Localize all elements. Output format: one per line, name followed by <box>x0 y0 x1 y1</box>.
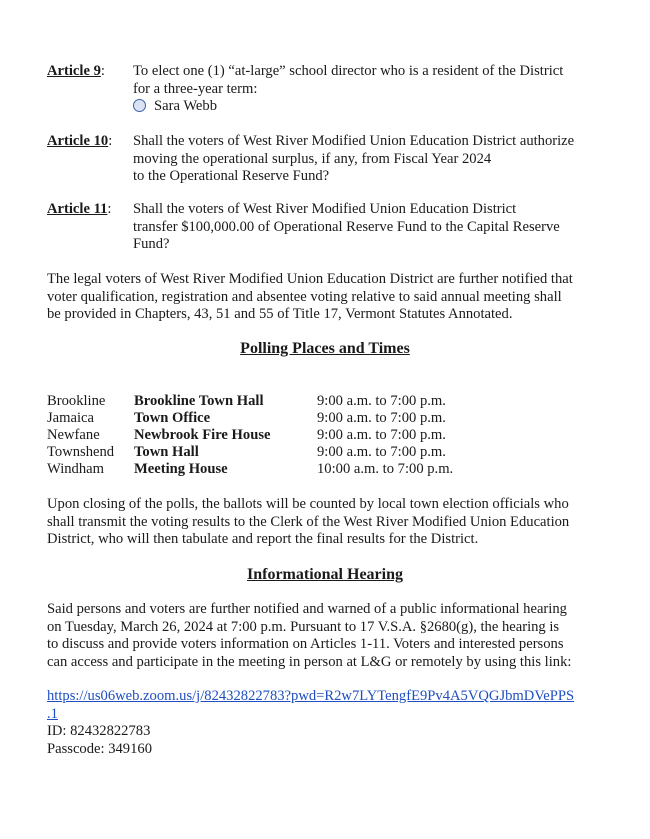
text-line: on Tuesday, March 26, 2024 at 7:00 p.m. Pursuant to 17 V.S.A. §2680(g), the hearing is <box>47 618 560 635</box>
closing-paragraph <box>47 496 569 549</box>
polling-heading: Polling Places and Times <box>240 340 410 357</box>
radio-button-icon[interactable] <box>133 99 146 112</box>
hearing-paragraph <box>47 601 571 671</box>
polling-town: Windham <box>47 461 104 477</box>
ballot-option[interactable] <box>133 98 563 116</box>
polling-place: Town Hall <box>134 444 199 460</box>
text-line: Fund? <box>133 236 170 252</box>
article-10-label: Article 10: <box>47 133 113 149</box>
text-line: to the Operational Reserve Fund? <box>133 168 330 184</box>
article-11-label: Article 11: <box>47 201 112 217</box>
text-line: Shall the voters of West River Modified Union Education District <box>133 201 517 217</box>
text-line: transfer $100,000.00 of Operational Reserve Fund to the Capital Reserve <box>133 218 560 235</box>
meeting-id: ID: 82432822783 <box>47 723 151 739</box>
notice-paragraph <box>47 271 573 324</box>
zoom-link[interactable] <box>47 688 574 723</box>
hearing-heading: Informational Hearing <box>247 566 403 583</box>
polling-town: Townshend <box>47 444 115 460</box>
polling-time: 10:00 a.m. to 7:00 p.m. <box>317 461 454 477</box>
zoom-link-line[interactable]: .1 <box>47 705 58 722</box>
text-line: Upon closing of the polls, the ballots will be counted by local town election officials who <box>47 496 569 512</box>
polling-place: Newbrook Fire House <box>134 427 271 443</box>
text-line: voter qualification, registration and absentee voting relative to said annual meeting shall <box>47 288 562 305</box>
zoom-link-line[interactable]: https://us06web.zoom.us/j/82432822783?pwd=R2w7LYTengfE9Pv4A5VQGJbmDVePPS <box>47 688 575 704</box>
polling-town: Newfane <box>47 427 100 443</box>
text-line: moving the operational surplus, if any, from Fiscal Year 2024 <box>133 150 492 167</box>
polling-place: Town Office <box>134 410 211 426</box>
article-9-text <box>133 63 563 116</box>
article-label-text: Article 10 <box>47 133 109 149</box>
article-label-text: Article 11 <box>47 201 108 217</box>
polling-time: 9:00 a.m. to 7:00 p.m. <box>317 444 446 460</box>
text-line: to discuss and provide voters information on Articles 1-11. Voters and interested persons <box>47 636 564 652</box>
polling-town: Jamaica <box>47 410 94 426</box>
meeting-credentials <box>47 723 152 758</box>
text-line: Said persons and voters are further notified and warned of a public informational hearing <box>47 601 567 617</box>
polling-time: 9:00 a.m. to 7:00 p.m. <box>317 410 446 426</box>
text-line: be provided in Chapters, 43, 51 and 55 of Title 17, Vermont Statutes Annotated. <box>47 306 513 322</box>
polling-place: Brookline Town Hall <box>134 393 264 409</box>
text-line: Shall the voters of West River Modified Union Education District authorize <box>133 133 575 149</box>
text-line: To elect one (1) “at-large” school director who is a resident of the District <box>133 63 564 79</box>
text-line: can access and participate in the meeting in person at L&G or remotely by using this link: <box>47 653 572 670</box>
meeting-passcode: Passcode: 349160 <box>47 740 152 757</box>
polling-time: 9:00 a.m. to 7:00 p.m. <box>317 427 446 443</box>
polling-town: Brookline <box>47 393 106 409</box>
text-line: District, who will then tabulate and report the final results for the District. <box>47 531 479 547</box>
article-11-text <box>133 201 560 254</box>
article-label-text: Article 9 <box>47 63 101 79</box>
candidate-name: Sara Webb <box>154 98 217 114</box>
text-line: for a three-year term: <box>133 80 258 97</box>
text-line: The legal voters of West River Modified Union Education District are further notified that <box>47 271 573 287</box>
polling-place: Meeting House <box>134 461 228 477</box>
article-10-text <box>133 133 574 186</box>
article-9-label: Article 9: <box>47 63 105 79</box>
text-line: shall transmit the voting results to the Clerk of the West River Modified Union Education <box>47 513 570 530</box>
polling-time: 9:00 a.m. to 7:00 p.m. <box>317 393 446 409</box>
